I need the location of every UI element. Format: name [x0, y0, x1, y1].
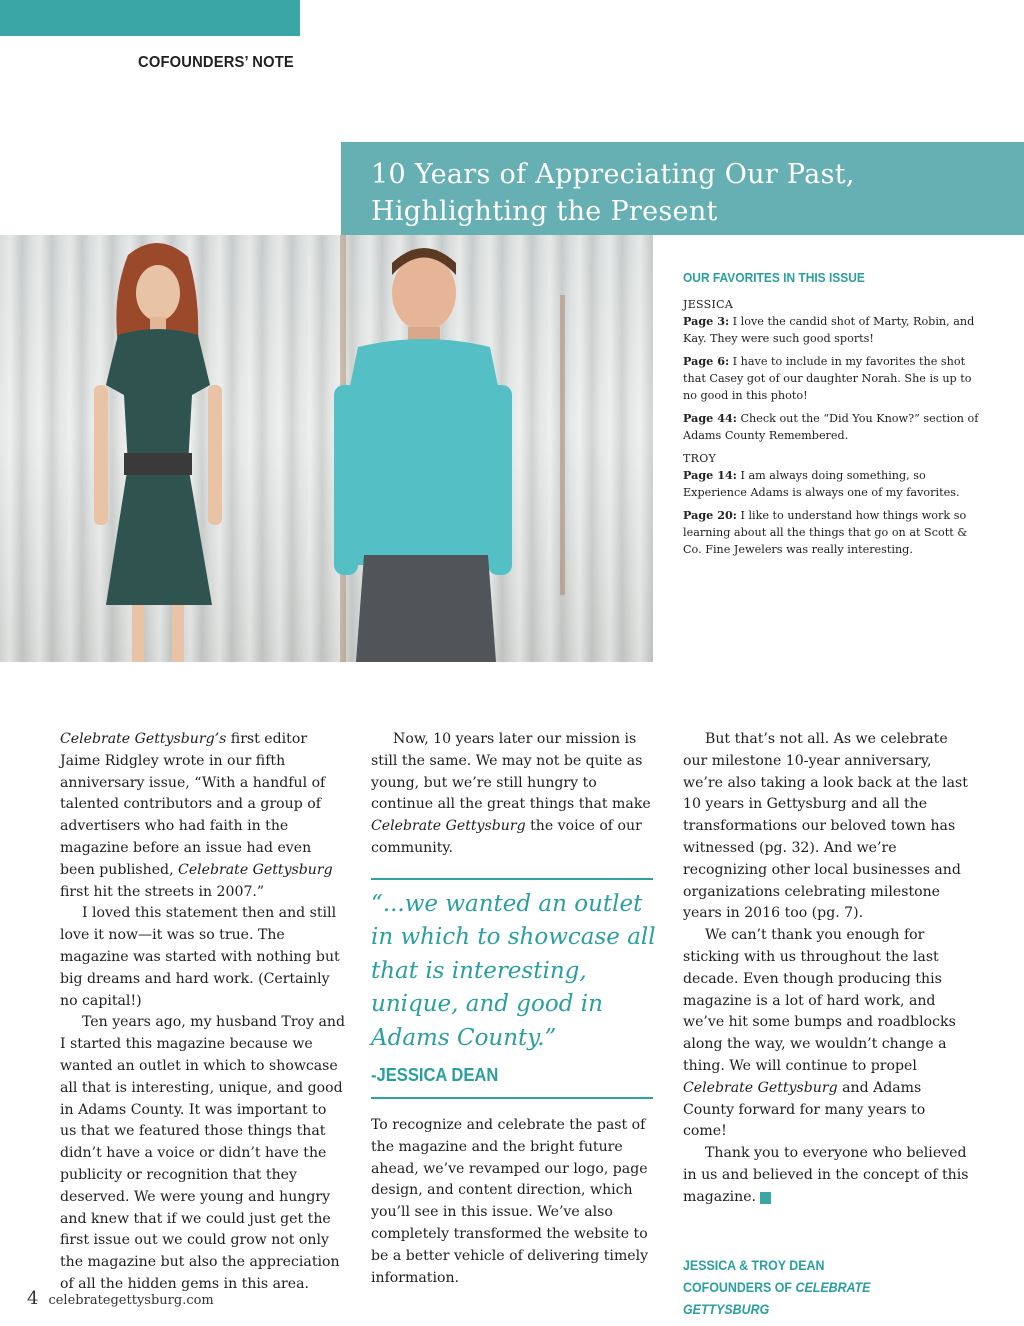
favorites-person-jessica: JESSICA: [683, 298, 734, 311]
body-paragraph: [371, 729, 656, 860]
favorite-text: I love the candid shot of Marty, Robin, and Kay. They were such good sports!: [683, 315, 975, 345]
favorite-page-ref: Page 20:: [683, 508, 737, 522]
favorites-sidebar: [683, 269, 983, 564]
title-line-1: 10 Years of Appreciating Our Past,: [371, 159, 855, 190]
body-text: Now, 10 years later our mission is still the same. We may not be quite as young, but we’re still hungry to continue all the great things that make: [371, 731, 651, 813]
signature-publication: CELEBRATE GETTYSBURG: [683, 1279, 871, 1317]
favorite-text: I like to understand how things work so learning about all the things that go on at Scott & Co. Fine Jewelers was really interesting.: [683, 509, 968, 556]
section-label: COFOUNDERS’ NOTE: [138, 54, 294, 71]
page-number: 4: [27, 1288, 39, 1309]
favorite-text: I am always doing something, so Experience Adams is always one of my favorites.: [683, 469, 960, 499]
body-paragraph: I loved this statement then and still love it now—it was so true. The magazine was started with nothing but big dreams and hard work. (Certainly no capital!): [60, 905, 340, 1009]
top-accent-bar: [0, 0, 300, 36]
favorites-person-troy: TROY: [683, 452, 717, 465]
favorite-page-ref: Page 44:: [683, 411, 737, 425]
photo-man-figure: [320, 235, 520, 662]
body-paragraph: [683, 925, 973, 1143]
favorite-item: [683, 353, 983, 404]
signature-title-text: COFOUNDERS OF: [683, 1279, 796, 1295]
body-column-1: [60, 729, 345, 1296]
body-paragraph: To recognize and celebrate the past of the magazine and the bright future ahead, we’ve revamped our logo, page design, and content direction, which you’ll see in this issue. We’ve also completely transformed the website to be a better vehicle of delivering timely information.: [371, 1117, 649, 1286]
title-line-2: Highlighting the Present: [371, 196, 718, 227]
favorite-page-ref: Page 14:: [683, 468, 737, 482]
pull-quote-rule-top: [371, 878, 653, 880]
photo-woman-figure: [70, 235, 240, 662]
body-column-2: [371, 729, 656, 1289]
pull-quote-rule-bottom: [371, 1097, 653, 1099]
favorites-heading: OUR FAVORITES IN THIS ISSUE: [683, 270, 865, 285]
signature-names: JESSICA & TROY DEAN: [683, 1257, 825, 1273]
favorite-item: [683, 507, 983, 558]
publication-name: Celebrate Gettysburg: [683, 1079, 838, 1096]
publication-name: Celebrate Gettysburg: [371, 818, 526, 835]
favorite-text: Check out the “Did You Know?” section of Adams County Remembered.: [683, 412, 979, 442]
favorite-item: [683, 410, 983, 444]
footer-url: celebrategettysburg.com: [48, 1293, 214, 1308]
body-column-3: [683, 729, 973, 1321]
pull-quote-author: -JESSICA DEAN: [371, 1065, 499, 1086]
cofounders-photo: [0, 235, 653, 662]
title-banner: [341, 142, 1024, 235]
photo-rust-streak: [560, 295, 565, 595]
favorite-page-ref: Page 6:: [683, 354, 730, 368]
body-text: first hit the streets in 2007.”: [60, 883, 265, 900]
body-text: We can’t thank you enough for sticking with us throughout the last decade. Even though producing this magazine is a lot of hard work, and we’ve hit some bumps and roadblocks along the way, we wouldn’t change a thing. We will continue to propel: [683, 927, 956, 1074]
body-text: Thank you to everyone who believed in us and believed in the concept of this magazine.: [683, 1145, 969, 1205]
favorite-text: I have to include in my favorites the shot that Casey got of our daughter Norah. She is up to no good in this photo!: [683, 355, 972, 402]
favorite-item: [683, 313, 983, 347]
publication-name: Celebrate Gettysburg’s: [60, 731, 227, 747]
body-text: the voice of our community.: [371, 818, 642, 856]
signature-title: [683, 1277, 950, 1321]
signature-spacer: [683, 1209, 973, 1255]
publication-name: Celebrate Gettysburg: [178, 861, 333, 878]
favorite-item: [683, 467, 983, 501]
body-paragraph: [683, 1143, 973, 1208]
body-paragraph: But that’s not all. As we celebrate our milestone 10-year anniversary, we’re also taking a look back at the last 10 years in Gettysburg and all the transformations our beloved town has witnessed (pg. 32). And we’re recognizing other local businesses and organizations celebrating milestone years in 2016 too (pg. 7).: [683, 731, 968, 922]
page-footer: [27, 1288, 214, 1309]
end-mark-icon: G: [760, 1192, 771, 1204]
body-paragraph: [60, 729, 345, 903]
body-paragraph: Ten years ago, my husband Troy and I started this magazine because we wanted an outlet in which to showcase all that is interesting, unique, and good in Adams County. It was important to us that we featured those things that didn’t have a voice or didn’t have the publicity or recognition that they deserved. We were young and hungry and knew that if we could just get the first issue out we could grow not only the magazine but also the appreciation of all the hidden gems in this area.: [60, 1014, 345, 1292]
favorite-page-ref: Page 3:: [683, 314, 730, 328]
body-text: first editor Jaime Ridgley wrote in our fifth anniversary issue, “With a handful of talented contributors and a group of advertisers who had faith in the magazine before an issue had even been published,: [60, 731, 326, 878]
pull-quote: “...we wanted an outlet in which to showcase all that is interesting, unique, and good in Adams County.”: [371, 890, 656, 1051]
body-text: and Adams County forward for many years to come!: [683, 1079, 926, 1140]
